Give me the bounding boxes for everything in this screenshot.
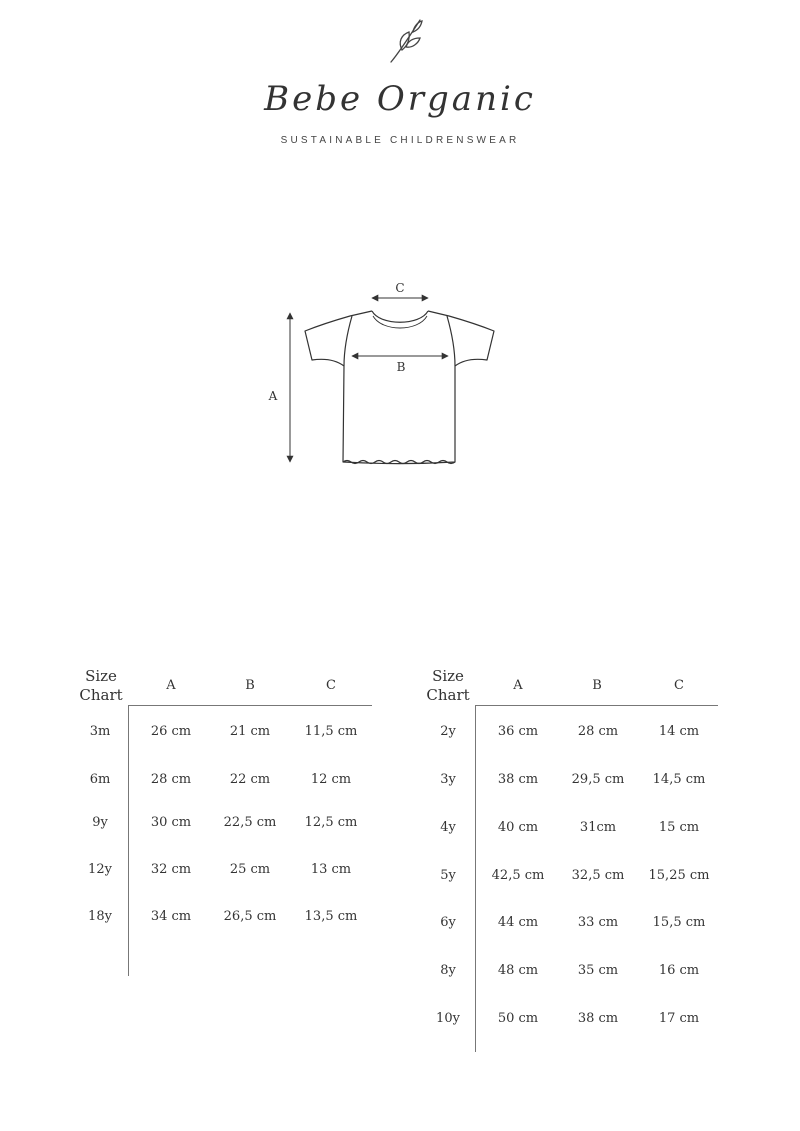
- value-a: 44 cm: [497, 915, 539, 930]
- value-a: 40 cm: [497, 820, 539, 835]
- value-b: 31cm: [579, 820, 617, 835]
- value-a: 48 cm: [497, 963, 539, 978]
- value-c: 14 cm: [658, 724, 700, 739]
- column-header-a: A: [166, 678, 176, 693]
- value-a: 36 cm: [497, 724, 539, 739]
- value-a: 26 cm: [150, 724, 192, 739]
- size-table-right: [400, 0, 800, 1131]
- value-a: 38 cm: [497, 772, 539, 787]
- value-c: 17 cm: [658, 1011, 700, 1026]
- column-header-a: A: [513, 678, 523, 693]
- value-c: 14,5 cm: [652, 772, 706, 787]
- size-cell: 8y: [440, 963, 456, 978]
- size-cell: 12y: [88, 862, 112, 877]
- column-header-b: B: [245, 678, 255, 693]
- measure-label-c: C: [395, 281, 405, 295]
- value-a: 28 cm: [150, 772, 192, 787]
- value-c: 11,5 cm: [304, 724, 358, 739]
- value-c: 12 cm: [310, 772, 352, 787]
- value-a: 50 cm: [497, 1011, 539, 1026]
- value-b: 33 cm: [577, 915, 619, 930]
- value-a: 32 cm: [150, 862, 192, 877]
- value-b: 21 cm: [229, 724, 271, 739]
- brand-tagline: SUSTAINABLE CHILDRENSWEAR: [280, 135, 520, 146]
- size-cell: 4y: [440, 820, 456, 835]
- value-c: 13,5 cm: [304, 909, 358, 924]
- column-header-b: B: [592, 678, 602, 693]
- table-title-line1: Size: [432, 667, 464, 685]
- value-b: 35 cm: [577, 963, 619, 978]
- table-title-line2: Chart: [79, 686, 123, 704]
- measure-label-a: A: [268, 389, 278, 403]
- table-title-line1: Size: [85, 667, 117, 685]
- value-a: 34 cm: [150, 909, 192, 924]
- value-a: 42,5 cm: [491, 868, 545, 883]
- size-cell: 6m: [89, 772, 111, 787]
- value-b: 22 cm: [229, 772, 271, 787]
- value-b: 32,5 cm: [571, 868, 625, 883]
- value-a: 30 cm: [150, 815, 192, 830]
- column-header-c: C: [674, 678, 684, 693]
- value-c: 16 cm: [658, 963, 700, 978]
- value-b: 22,5 cm: [223, 815, 277, 830]
- table-title: [417, 667, 479, 705]
- size-cell: 6y: [440, 915, 456, 930]
- header-divider: [476, 705, 718, 706]
- measure-label-b: B: [396, 360, 406, 374]
- value-c: 12,5 cm: [304, 815, 358, 830]
- size-cell: 2y: [440, 724, 456, 739]
- value-c: 13 cm: [310, 862, 352, 877]
- table-title-line2: Chart: [426, 686, 470, 704]
- value-b: 28 cm: [577, 724, 619, 739]
- value-b: 38 cm: [577, 1011, 619, 1026]
- size-cell: 3y: [440, 772, 456, 787]
- column-header-c: C: [326, 678, 336, 693]
- size-column-divider: [128, 705, 129, 976]
- value-c: 15 cm: [658, 820, 700, 835]
- size-cell: 9y: [92, 815, 108, 830]
- value-c: 15,5 cm: [652, 915, 706, 930]
- value-b: 25 cm: [229, 862, 271, 877]
- header-divider: [129, 705, 372, 706]
- value-c: 15,25 cm: [648, 868, 710, 883]
- size-cell: 18y: [88, 909, 112, 924]
- brand-name: Bebe Organic: [264, 79, 536, 119]
- value-b: 26,5 cm: [223, 909, 277, 924]
- size-cell: 5y: [440, 868, 456, 883]
- size-cell: 10y: [436, 1011, 460, 1026]
- table-title: [70, 667, 132, 705]
- value-b: 29,5 cm: [571, 772, 625, 787]
- size-cell: 3m: [89, 724, 111, 739]
